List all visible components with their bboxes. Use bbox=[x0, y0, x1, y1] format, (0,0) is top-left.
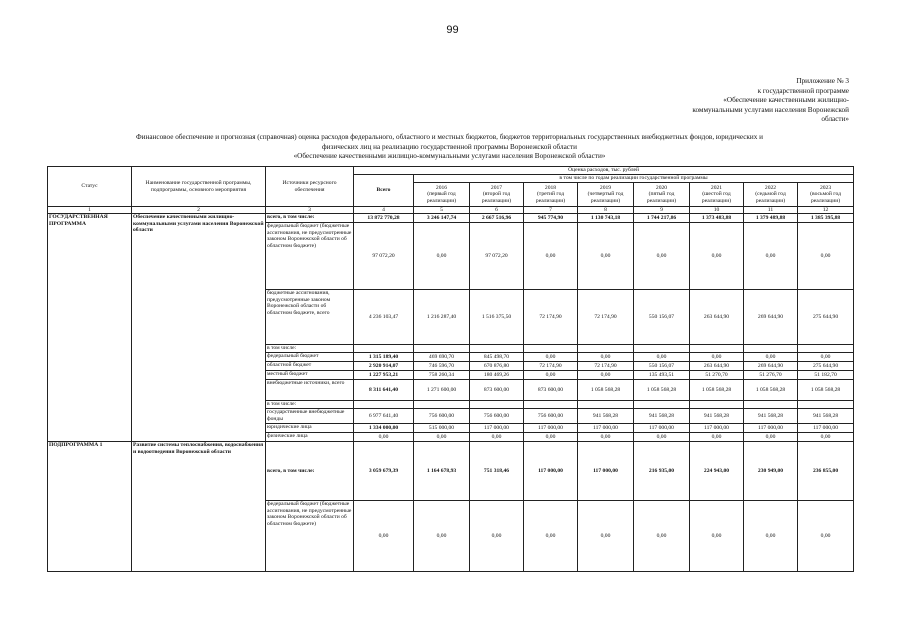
year-value-cell: 0,00 bbox=[744, 353, 798, 362]
year-value-cell: 117 000,00 bbox=[524, 424, 578, 433]
column-index: 11 bbox=[744, 207, 798, 214]
column-index: 8 bbox=[578, 207, 634, 214]
total-cell: 97 072,20 bbox=[354, 223, 414, 290]
year-value-cell: 51 182,70 bbox=[798, 371, 854, 380]
header-year bbox=[690, 183, 744, 207]
source-cell: федеральный бюджет (бюджетные ассигнования, не предусмотренные законом Воронежской области об областном бюджете) bbox=[266, 223, 354, 290]
year-desc: (шестой год реализации) bbox=[701, 191, 732, 204]
total-cell: 1 315 189,40 bbox=[354, 353, 414, 362]
year-value-cell: 1 130 743,18 bbox=[578, 214, 634, 223]
year-value-cell: 0,00 bbox=[744, 501, 798, 572]
year-value-cell bbox=[798, 401, 854, 409]
year-value-cell: 1 379 489,88 bbox=[744, 214, 798, 223]
finance-table bbox=[47, 166, 854, 572]
year-value-cell: 224 943,00 bbox=[690, 442, 744, 501]
total-cell: 2 920 914,07 bbox=[354, 362, 414, 371]
appendix-line: Приложение № 3 bbox=[796, 77, 849, 85]
year-value-cell: 1 516 375,50 bbox=[470, 290, 524, 345]
total-cell: 1 227 953,21 bbox=[354, 371, 414, 380]
year-desc: (первый год реализации) bbox=[426, 191, 457, 204]
table-row bbox=[48, 442, 854, 501]
year-value-cell: 51 276,70 bbox=[744, 371, 798, 380]
year-value-cell: 1 385 395,88 bbox=[798, 214, 854, 223]
year-value-cell: 117 000,00 bbox=[524, 442, 578, 501]
source-cell: областной бюджет bbox=[266, 362, 354, 371]
total-cell: 3 059 679,39 bbox=[354, 442, 414, 501]
year-value-cell: 0,00 bbox=[744, 433, 798, 442]
header-estimate: Оценка расходов, тыс. рублей bbox=[354, 167, 854, 175]
year-value-cell bbox=[524, 345, 578, 353]
year-value-cell: 0,00 bbox=[524, 501, 578, 572]
year-value-cell: 117 000,00 bbox=[690, 424, 744, 433]
year-value-cell: 941 568,28 bbox=[634, 409, 690, 424]
year-value-cell: 117 000,00 bbox=[578, 424, 634, 433]
year-value-cell: 1 058 568,28 bbox=[578, 380, 634, 401]
header-year bbox=[744, 183, 798, 207]
year-value-cell: 550 156,07 bbox=[634, 362, 690, 371]
year-value-cell: 1 744 217,86 bbox=[634, 214, 690, 223]
year-desc: (второй год реализации) bbox=[481, 191, 512, 204]
year-value-cell: 230 949,00 bbox=[744, 442, 798, 501]
column-index: 5 bbox=[414, 207, 470, 214]
year-value-cell: 751 318,46 bbox=[470, 442, 524, 501]
year-value-cell: 941 568,28 bbox=[690, 409, 744, 424]
header-year bbox=[798, 183, 854, 207]
appendix-line: «Обеспечение качественными жилищно- bbox=[723, 96, 849, 105]
column-index: 3 bbox=[266, 207, 354, 214]
appendix-line: области» bbox=[821, 115, 849, 124]
year-value-cell: 275 644,90 bbox=[798, 362, 854, 371]
column-index: 10 bbox=[690, 207, 744, 214]
header-sources: Источники ресурсного обеспечения bbox=[266, 167, 354, 207]
source-cell: физические лица bbox=[266, 433, 354, 442]
source-cell: всего, в том числе: bbox=[266, 214, 354, 223]
year-value-cell: 0,00 bbox=[634, 501, 690, 572]
year-value-cell: 97 072,20 bbox=[470, 223, 524, 290]
year-value-cell bbox=[690, 401, 744, 409]
year-label: 2020 bbox=[655, 184, 668, 191]
year-desc: (восьмой год реализации) bbox=[810, 191, 841, 204]
year-value-cell: 72 174,90 bbox=[524, 290, 578, 345]
total-cell: 8 311 641,40 bbox=[354, 380, 414, 401]
header-by-years: в том числе по годам реализации государственной программы bbox=[414, 175, 854, 183]
year-desc: (третий год реализации) bbox=[535, 191, 566, 204]
year-value-cell: 0,00 bbox=[414, 501, 470, 572]
appendix-line: к государственной программе bbox=[757, 86, 849, 95]
year-value-cell: 469 690,70 bbox=[414, 353, 470, 362]
year-value-cell bbox=[414, 345, 470, 353]
year-value-cell: 0,00 bbox=[578, 501, 634, 572]
source-cell: в том числе: bbox=[266, 345, 354, 353]
year-value-cell: 269 644,90 bbox=[744, 290, 798, 345]
year-value-cell: 0,00 bbox=[798, 223, 854, 290]
header-year bbox=[470, 183, 524, 207]
year-value-cell: 263 644,90 bbox=[690, 290, 744, 345]
year-value-cell bbox=[744, 345, 798, 353]
year-value-cell: 1 271 600,00 bbox=[414, 380, 470, 401]
header-year bbox=[524, 183, 578, 207]
year-value-cell: 0,00 bbox=[690, 353, 744, 362]
year-value-cell bbox=[578, 401, 634, 409]
table-row bbox=[48, 214, 854, 223]
page-number: 99 bbox=[446, 24, 459, 36]
year-value-cell: 0,00 bbox=[634, 433, 690, 442]
subprogram-name: Развитие системы теплоснабжения, водоснабжения и водоотведения Воронежской области bbox=[132, 442, 266, 572]
year-value-cell bbox=[744, 401, 798, 409]
year-value-cell: 758 260,34 bbox=[414, 371, 470, 380]
year-value-cell: 0,00 bbox=[690, 433, 744, 442]
year-value-cell bbox=[634, 345, 690, 353]
year-desc: (четвертый год реализации) bbox=[587, 191, 624, 204]
year-value-cell: 0,00 bbox=[470, 501, 524, 572]
source-cell: юридические лица bbox=[266, 424, 354, 433]
column-index: 1 bbox=[48, 207, 132, 214]
heading-line: Финансовое обеспечение и прогнозная (справочная) оценка расходов федерального, областного и местных бюджетов, бюджетов территориальных государственных внебюджетных фондов, юридических и bbox=[135, 133, 763, 141]
source-cell: внебюджетные источники, всего bbox=[266, 380, 354, 401]
year-value-cell: 1 164 678,93 bbox=[414, 442, 470, 501]
year-desc: (седьмой год реализации) bbox=[755, 191, 786, 204]
column-index: 2 bbox=[132, 207, 266, 214]
year-value-cell: 216 935,00 bbox=[634, 442, 690, 501]
year-value-cell: 1 373 483,88 bbox=[690, 214, 744, 223]
year-value-cell: 117 000,00 bbox=[634, 424, 690, 433]
year-value-cell: 1 058 568,28 bbox=[634, 380, 690, 401]
source-cell: федеральный бюджет (бюджетные ассигнования, не предусмотренные законом Воронежской области об областном бюджете) bbox=[266, 501, 354, 572]
year-label: 2023 bbox=[819, 184, 832, 191]
header-year bbox=[578, 183, 634, 207]
year-value-cell: 0,00 bbox=[414, 223, 470, 290]
year-value-cell: 0,00 bbox=[798, 501, 854, 572]
year-label: 2019 bbox=[599, 184, 612, 191]
year-value-cell: 0,00 bbox=[578, 371, 634, 380]
year-value-cell: 515 000,00 bbox=[414, 424, 470, 433]
year-value-cell bbox=[470, 345, 524, 353]
year-value-cell bbox=[578, 345, 634, 353]
header-year bbox=[634, 183, 690, 207]
source-cell: в том числе: bbox=[266, 401, 354, 409]
total-cell bbox=[354, 401, 414, 409]
appendix-line: коммунальными услугами населения Воронежской bbox=[692, 105, 849, 114]
year-value-cell: 51 270,70 bbox=[690, 371, 744, 380]
heading-line: «Обеспечение качественными жилищно-коммунальными услугами населения Воронежской области» bbox=[293, 152, 606, 161]
year-value-cell: 873 600,00 bbox=[470, 380, 524, 401]
year-value-cell: 845 498,70 bbox=[470, 353, 524, 362]
source-cell: федеральный бюджет bbox=[266, 353, 354, 362]
total-cell: 13 872 770,28 bbox=[354, 214, 414, 223]
total-cell bbox=[354, 345, 414, 353]
year-value-cell: 72 174,90 bbox=[578, 290, 634, 345]
year-value-cell: 1 058 568,28 bbox=[798, 380, 854, 401]
column-index: 12 bbox=[798, 207, 854, 214]
document-heading bbox=[48, 133, 851, 162]
year-value-cell: 0,00 bbox=[524, 223, 578, 290]
year-value-cell: 756 600,00 bbox=[524, 409, 578, 424]
year-value-cell bbox=[470, 401, 524, 409]
header-name: Наименование государственной программы, подпрограммы, основного мероприятия bbox=[132, 167, 266, 207]
program-name: Обеспечение качественными жилищно-коммунальными услугами населения Воронежской области bbox=[132, 214, 266, 442]
year-value-cell: 117 000,00 bbox=[798, 424, 854, 433]
year-value-cell: 0,00 bbox=[524, 371, 578, 380]
column-index: 6 bbox=[470, 207, 524, 214]
year-value-cell: 0,00 bbox=[744, 223, 798, 290]
heading-line: физических лиц на реализацию государственной программы Воронежской области bbox=[322, 142, 577, 151]
year-value-cell: 0,00 bbox=[414, 433, 470, 442]
year-value-cell: 263 644,90 bbox=[690, 362, 744, 371]
year-value-cell: 941 568,28 bbox=[798, 409, 854, 424]
year-value-cell: 756 600,00 bbox=[470, 409, 524, 424]
source-cell: государственные внебюджетные фонды bbox=[266, 409, 354, 424]
year-value-cell: 0,00 bbox=[578, 223, 634, 290]
year-value-cell: 135 493,51 bbox=[634, 371, 690, 380]
year-label: 2022 bbox=[764, 184, 777, 191]
source-cell: бюджетные ассигнования, предусмотренные законом Воронежской области об областном бюджете, всего bbox=[266, 290, 354, 345]
year-value-cell: 117 000,00 bbox=[470, 424, 524, 433]
header-year bbox=[414, 183, 470, 207]
year-value-cell: 941 568,28 bbox=[744, 409, 798, 424]
year-value-cell: 0,00 bbox=[524, 353, 578, 362]
year-value-cell: 0,00 bbox=[470, 433, 524, 442]
year-value-cell: 550 156,07 bbox=[634, 290, 690, 345]
source-cell: всего, в том числе: bbox=[266, 442, 354, 501]
year-label: 2017 bbox=[490, 184, 503, 191]
total-cell: 4 236 103,47 bbox=[354, 290, 414, 345]
year-value-cell: 0,00 bbox=[690, 223, 744, 290]
total-cell: 6 977 641,40 bbox=[354, 409, 414, 424]
header-total: Всего bbox=[354, 175, 414, 207]
source-cell: местный бюджет bbox=[266, 371, 354, 380]
year-value-cell bbox=[798, 345, 854, 353]
year-value-cell: 945 774,90 bbox=[524, 214, 578, 223]
program-status: ГОСУДАРСТВЕННАЯ ПРОГРАММА bbox=[48, 214, 132, 442]
year-value-cell: 756 600,00 bbox=[414, 409, 470, 424]
year-value-cell bbox=[634, 401, 690, 409]
year-value-cell: 3 246 147,74 bbox=[414, 214, 470, 223]
year-value-cell: 0,00 bbox=[634, 353, 690, 362]
year-value-cell: 941 568,28 bbox=[578, 409, 634, 424]
year-value-cell: 0,00 bbox=[578, 433, 634, 442]
year-label: 2018 bbox=[544, 184, 557, 191]
year-value-cell: 2 667 516,96 bbox=[470, 214, 524, 223]
year-value-cell bbox=[690, 345, 744, 353]
year-value-cell: 0,00 bbox=[690, 501, 744, 572]
subprogram-status: ПОДПРОГРАММА 1 bbox=[48, 442, 132, 572]
total-cell: 0,00 bbox=[354, 501, 414, 572]
column-index: 9 bbox=[634, 207, 690, 214]
year-value-cell: 746 596,70 bbox=[414, 362, 470, 371]
year-value-cell: 670 876,80 bbox=[470, 362, 524, 371]
year-value-cell: 72 174,90 bbox=[578, 362, 634, 371]
year-value-cell: 0,00 bbox=[524, 433, 578, 442]
total-cell: 1 334 000,00 bbox=[354, 424, 414, 433]
year-value-cell bbox=[414, 401, 470, 409]
year-value-cell: 0,00 bbox=[634, 223, 690, 290]
year-value-cell: 72 174,90 bbox=[524, 362, 578, 371]
year-value-cell: 275 644,90 bbox=[798, 290, 854, 345]
year-value-cell: 117 000,00 bbox=[744, 424, 798, 433]
column-index: 4 bbox=[354, 207, 414, 214]
year-value-cell: 1 058 568,28 bbox=[744, 380, 798, 401]
year-value-cell: 0,00 bbox=[798, 353, 854, 362]
year-label: 2016 bbox=[435, 184, 448, 191]
year-value-cell: 117 000,00 bbox=[578, 442, 634, 501]
year-desc: (пятый год реализации) bbox=[646, 191, 677, 204]
year-value-cell: 873 600,00 bbox=[524, 380, 578, 401]
year-value-cell: 236 855,00 bbox=[798, 442, 854, 501]
header-status: Статус bbox=[48, 167, 132, 207]
year-label: 2021 bbox=[710, 184, 723, 191]
year-value-cell: 0,00 bbox=[578, 353, 634, 362]
year-value-cell: 1 058 568,28 bbox=[690, 380, 744, 401]
year-value-cell: 1 216 287,40 bbox=[414, 290, 470, 345]
total-cell: 0,00 bbox=[354, 433, 414, 442]
column-index: 7 bbox=[524, 207, 578, 214]
year-value-cell: 269 644,90 bbox=[744, 362, 798, 371]
year-value-cell: 0,00 bbox=[798, 433, 854, 442]
year-value-cell: 180 469,26 bbox=[470, 371, 524, 380]
year-value-cell bbox=[524, 401, 578, 409]
appendix-note bbox=[589, 77, 849, 125]
